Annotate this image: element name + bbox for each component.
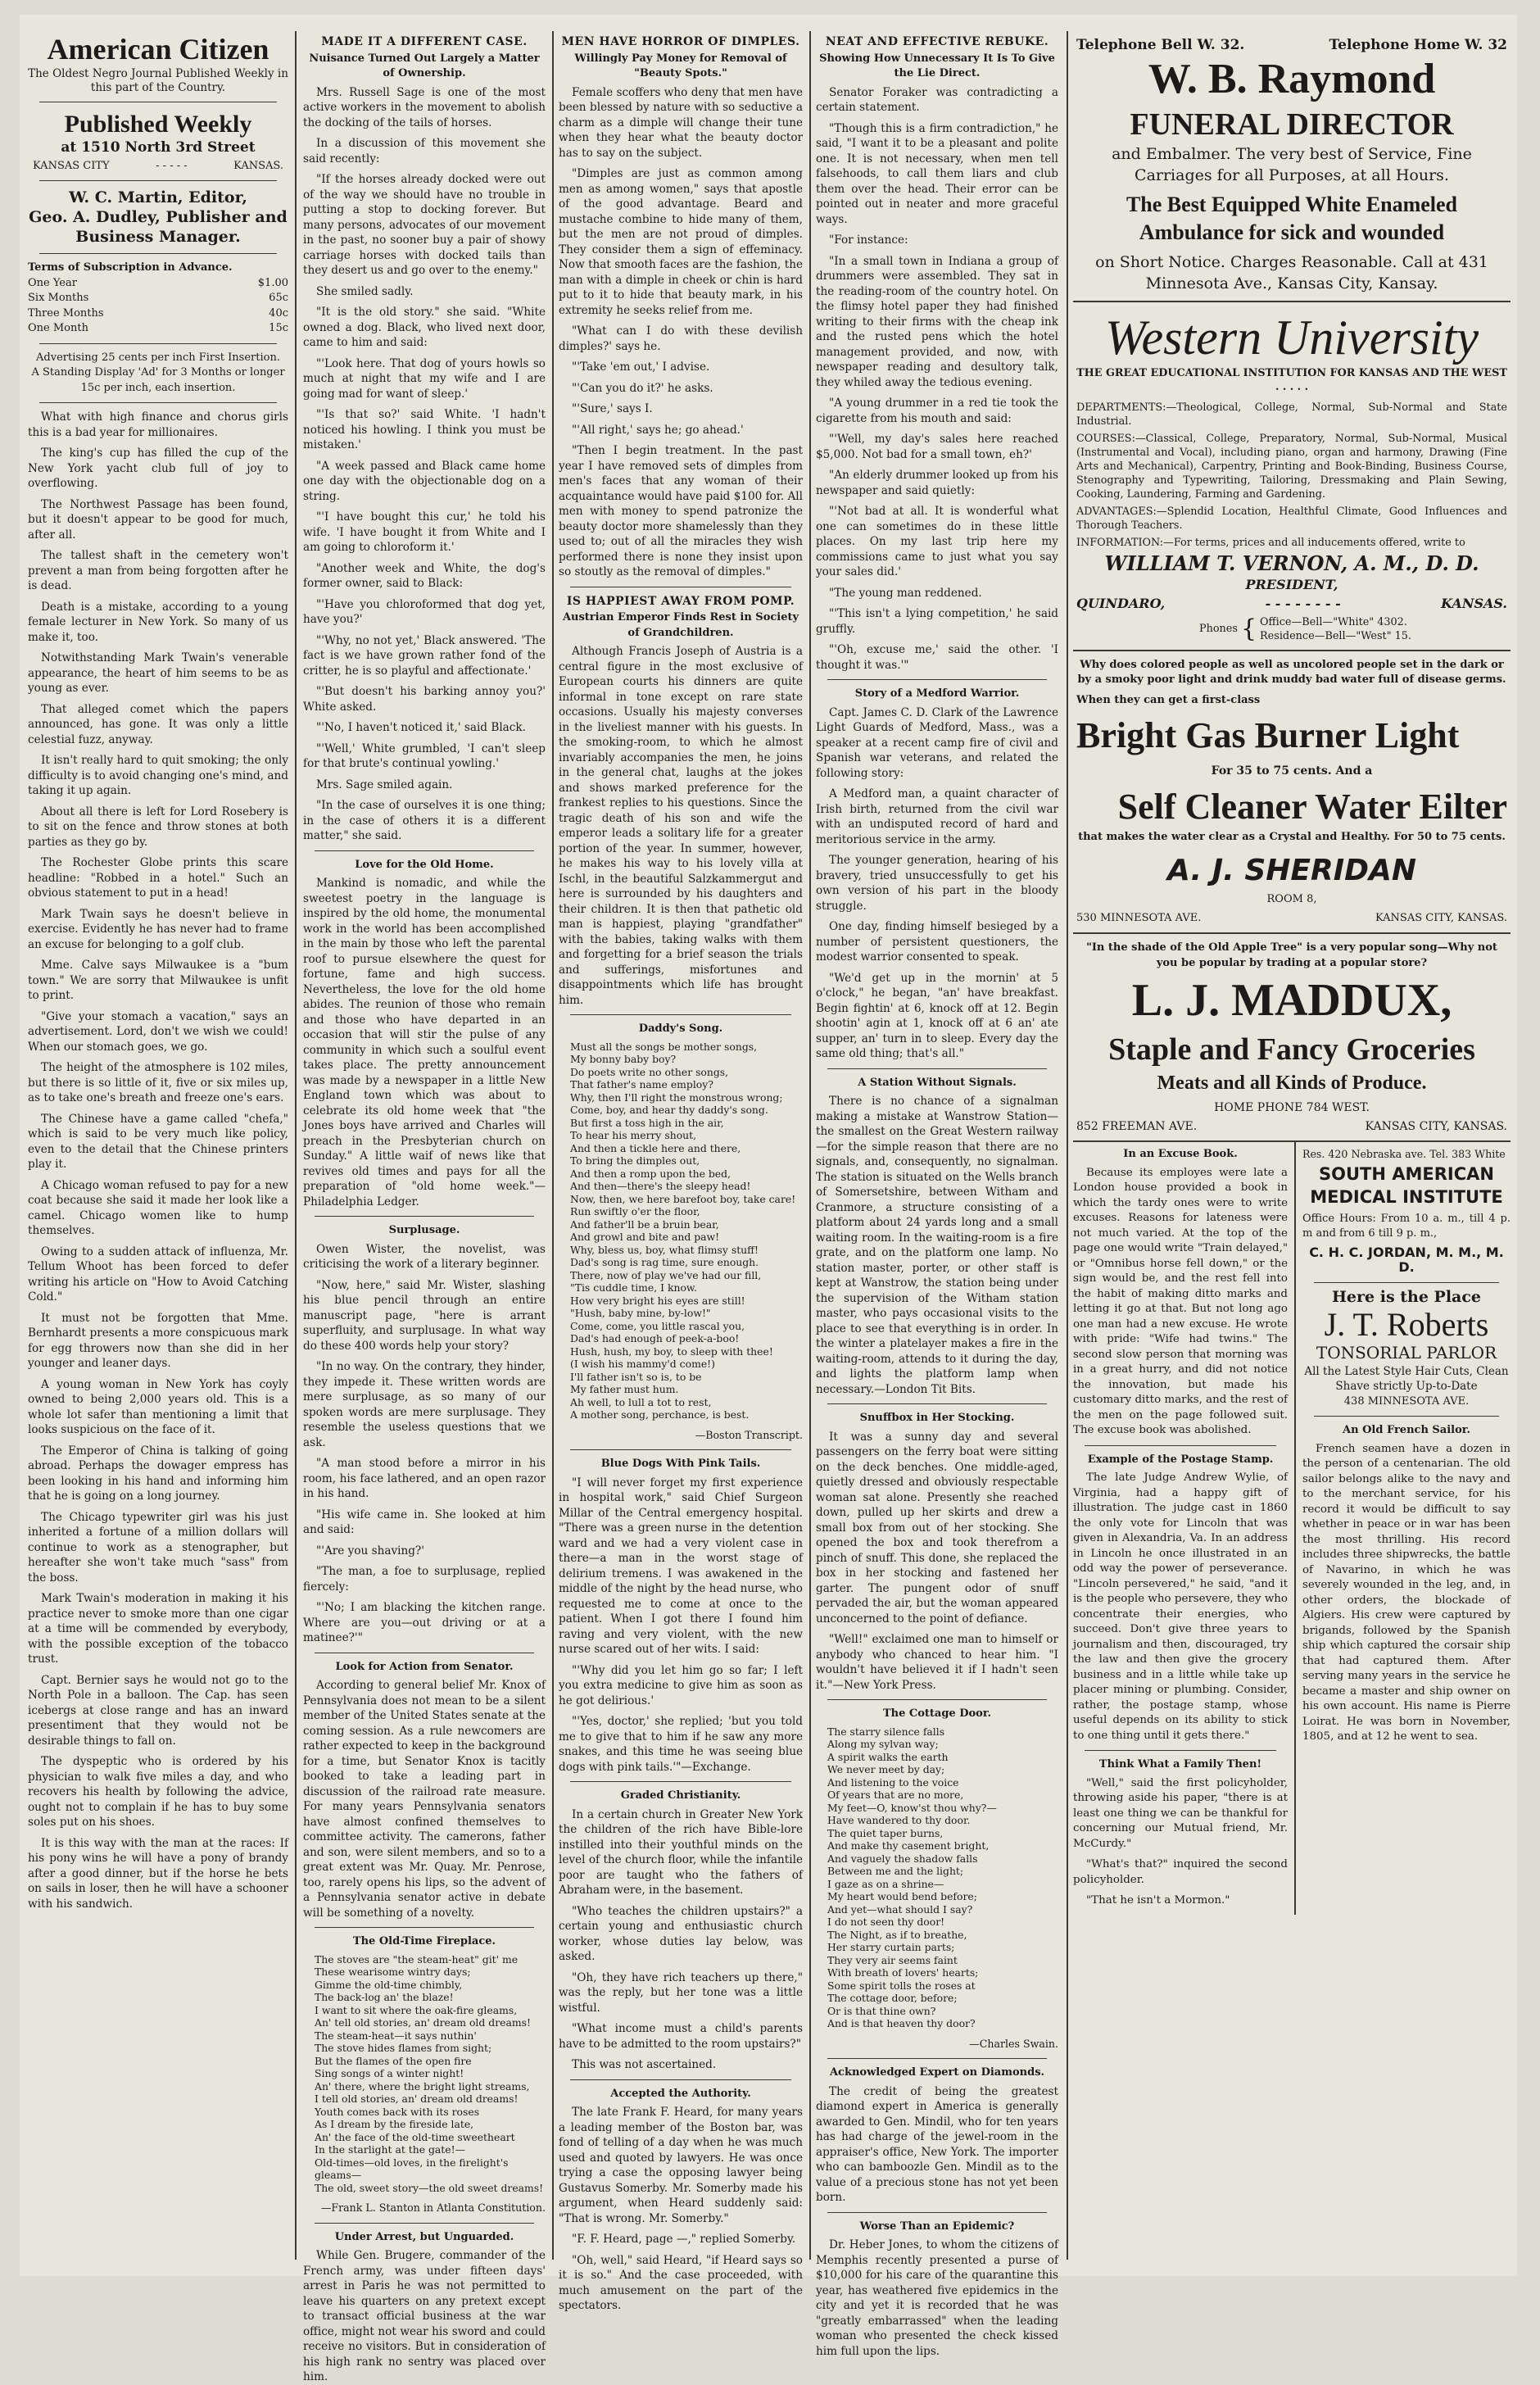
- institute-doctor: C. H. C. JORDAN, M. M., M. D.: [1309, 1244, 1504, 1275]
- paragraph: The tallest shaft in the cemetery won't prevent a man from being forgotten after he is dead.: [28, 549, 288, 592]
- paragraph: The height of the atmosphere is 102 miles, but there is so little of it, five or six miles up, as to take one's breath and freeze one's ears.: [28, 1061, 288, 1104]
- institute-name-1: SOUTH AMERICAN: [1319, 1163, 1494, 1184]
- wu-state: KANSAS.: [1441, 595, 1507, 611]
- paragraph: The credit of being the greatest diamond expert in America is generally awarded to Gen. Mindil, who for ten years has had charge of the jewel-room in the appraiser's office, New York. The importer who can bamboozle Gen. Mindil as to the value of a precious stone has not yet been born.: [816, 2084, 1058, 2204]
- paragraph: In a discussion of this movement she said recently:: [303, 137, 546, 165]
- sheridan-city: KANSAS CITY, KANSAS.: [1375, 911, 1507, 924]
- publisher: Geo. A. Dudley, Publisher and Business Manager.: [29, 208, 288, 246]
- paragraph: About all there is left for Lord Rosebery is to sit on the fence and throw stones at both parties as they go by.: [28, 805, 288, 849]
- paragraph: In a certain church in Greater New York the children of the rich have Bible-lore instilled into their youthful minds on the level of the church floor, while the infantile poor are taught who the fathers of Abraham were, in the basement.: [559, 1807, 803, 1897]
- paragraph: Owen Wister, the novelist, was criticising the work of a literary beginner.: [303, 1242, 546, 1271]
- telephone-bell: Telephone Bell W. 32.: [1076, 37, 1245, 53]
- article-head: Example of the Postage Stamp.: [1087, 1453, 1274, 1466]
- paragraph: It must not be forgotten that Mme. Bernhardt presents a more conspicuous mark for egg throwers now than she did in her younger and leaner days.: [28, 1311, 288, 1370]
- article-head: Acknowledged Expert on Diamonds.: [829, 2066, 1045, 2079]
- column-masthead: [28, 31, 288, 2260]
- paragraph: "The man, a foe to surplusage, replied fiercely:: [303, 1565, 546, 1594]
- paragraph: "Though this is a firm contradiction," he said, "I want it to be a pleasant and polite one. It is not necessary, when men tell falsehoods, to call them liars and club them over the head. Their error can be pointed out in neater and more graceful ways.: [816, 121, 1058, 226]
- paragraph: Capt. Bernier says he would not go to the North Pole in a balloon. The Cap. has seen icebergs at close range and has an inward presentiment that they would not be desirable things to fall on.: [28, 1673, 288, 1748]
- paragraph: "Dimples are just as common among men as among women," says that apostle of the good advantage. Beard and mustache combine to hide many of them, but the men are not proud of dimples. They consider them a sign of effeminacy. Now that smooth faces are the fashion, the man with a dimple in cheek or chin is hard put to it to hide that beauty mark, in his extremity he seeks relief from me.: [559, 167, 803, 317]
- paragraph: "Then I begin treatment. In the past year I have removed sets of dimples from men's faces that any woman of their acquaintance would have paid $100 for. All men with money to spend patronize the beauty doctor more shamelessly than they used to; out of all the miracles they wish performed there is none they insist upon so stoutly as the removal of dimples.": [559, 444, 803, 578]
- maddux-line1: Staple and Fancy Groceries: [1108, 1032, 1475, 1067]
- paragraph: "An elderly drummer looked up from his newspaper and said quietly:: [816, 469, 1058, 497]
- poem-text: The starry silence falls Along my sylvan way; A spirit walks the earth We never meet by day; And listening to the voice Of years that are no more, My feet—O, know'st thou why?— Have wandered to thy door. The quiet taper burns, And make thy casement bright, And vaguely the shadow falls Between me and the light; I gaze as on a shrine— My heart would bend before; And yet—what should I say? I do not seen thy door! The Night, as if to breathe, Her starry curtain parts; They very air seems faint With breath of lovers' hearts; Some spirit tolls the roses at The cottage door, before; Or is that thine own? And is that heaven thy door?: [827, 1725, 997, 2029]
- paragraph: That alleged comet which the papers announced, has gone. It was only a little celestial fuzz, anyway.: [28, 702, 288, 746]
- telephone-home: Telephone Home W. 32: [1329, 37, 1507, 53]
- paragraph: It is this way with the man at the races: If his pony wins he will have a pony of brandy after a good dinner, but if the horse he bets on sails in loser, then he will have a schooner with his sandwich.: [28, 1836, 288, 1911]
- paragraph: "'Sure,' says I.: [572, 402, 653, 415]
- article-head: Look for Action from Senator.: [335, 1660, 514, 1673]
- paragraph: "In a small town in Indiana a group of drummers were assembled. They sat in the reading-room of the country hotel. On the flimsy hotel paper they had finished writing to their firms with the cheap ink and the rusted pens which the hotel management provided, and now, with newspaper reading and desultory talk, they whiled away the tedious evening.: [816, 254, 1058, 389]
- paragraph: "'I have bought this cur,' he told his wife. 'I have bought it from White and I am going to chloroform it.': [303, 510, 546, 554]
- filter-subtitle: that makes the water clear as a Crystal and Healthy. For 50 to 75 cents.: [1078, 830, 1506, 843]
- newspaper-page: [20, 15, 1517, 2383]
- paragraph: It was a sunny day and several passengers on the ferry boat were sitting on the deck benches. One middle-aged, quietly dressed and obviously respectable woman sat alone. Presently she reached down, pulled up her skirts and drew a small box from out of her stocking. She opened the box and took therefrom a pinch of snuff. This done, she replaced the box in her stocking and fastened her garter. The pungent odor of snuff pervaded the air, but the woman appeared unconcerned to the point of defiance.: [816, 1430, 1058, 1626]
- wu-office-phone: Office—Bell—"White" 4302.: [1260, 615, 1407, 628]
- paragraph: While Gen. Brugere, commander of the French army, was under fifteen days' arrest in Paris he was not permitted to leave his quarters on any pretext except to transact official business at the war office, might not wear his sword and could receive no visitors. But in consideration of his high rank no sentry was placed over him.: [303, 2249, 546, 2383]
- ad-western-university: Western University THE GREAT EDUCATIONAL INSTITUTION FOR KANSAS AND THE WEST . . . . . DEPARTMENTS:—Theological, College, Normal, Sub-Normal and State Industrial. COURSES:—Classical, College, Preparatory, Normal, Sub-Normal, Musical (Instrumental and Vocal), including piano, organ and harmony, Drawing (Fine Arts and Mechanical), Carpentry, Printing and Book-Binding, Business Course, Stenography and Typewriting, Tailoring, Dressmaking and Plain Sewing, Cooking, Laundering, Farming and Gardening. ADVANTAGES:—Splendid Location, Healthful Climate, Good Influences and Thorough Teachers. INFORMATION:—For terms, prices and all inducements offered, write to WILLIAM T. VERNON, A. M., D. D. PRESIDENT, QUINDARO, - - - - - - - - KANSAS. Phones { Office—Bell—"White" 4302. Residence—Bell—"West" 15.: [1073, 302, 1511, 651]
- article-subhead: Austrian Emperor Finds Rest in Society of Grandchildren.: [562, 611, 799, 639]
- article-head: Blue Dogs With Pink Tails.: [600, 1458, 761, 1470]
- paragraph: Female scoffers who deny that men have been blessed by nature with so seductive a charm as a dimple will change their tune when they hear what the beauty doctor has to say on the subject.: [559, 85, 803, 160]
- paragraph: "Now, here," said Mr. Wister, slashing his blue pencil through an entire manuscript page, "here is arrant superfluity, and surplusage. In what way do these 400 words help your story?: [303, 1278, 546, 1353]
- maddux-name: L. J. MADDUX,: [1131, 975, 1452, 1026]
- masthead-address: at 1510 North 3rd Street: [61, 139, 256, 156]
- paragraph: "'Can you do it?' he asks.: [572, 381, 713, 395]
- poem-credit: —Frank L. Stanton in Atlanta Constitution.: [320, 2201, 546, 2214]
- article-subhead: Nuisance Turned Out Largely a Matter of Ownership.: [309, 52, 540, 79]
- paragraph: The Chinese have a game called "chefa," which is said to be very much like policy, even to the detail that the Chinese printers play it.: [28, 1112, 288, 1171]
- article-head: An Old French Sailor.: [1343, 1424, 1470, 1436]
- institute-name-2: MEDICAL INSTITUTE: [1310, 1186, 1503, 1207]
- terms-row: [28, 306, 288, 322]
- filter-title: Self Cleaner Water Eilter: [1117, 786, 1507, 827]
- paragraph: "If the horses already docked were out of the way we should have no trouble in putting a stop to docking forever. But many persons, advocates of our movement in the past, no sooner buy a pair of showy carriage horses with docked tails than they desert us and go over to the enemy.": [303, 173, 546, 277]
- paragraph: "Who teaches the children upstairs?" a certain young and enthusiastic church worker, whose duties lay below, was asked.: [559, 1904, 803, 1963]
- paragraph: "'Not bad at all. It is wonderful what one can sometimes do in these little places. On my last trip here my commissions came to just what you say your sales did.': [816, 505, 1058, 578]
- paragraph: The Northwest Passage has been found, but it doesn't appear to be good for much, after all.: [28, 497, 288, 542]
- paragraph: "'No, I haven't noticed it,' said Black.: [316, 721, 526, 734]
- column-4: [816, 31, 1058, 2358]
- paragraph: "'Why, no not yet,' Black answered. 'The fact is we have grown rather fond of the critter, he is so playful and affectionate.': [303, 633, 546, 678]
- paragraph: "'Look here. That dog of yours howls so much at night that my wife and I are going mad for want of sleep.': [303, 356, 546, 401]
- gas-question: Why does colored people as well as uncolored people set in the dark or by a smoky poor light and drink muddy bad water full of disease germs.: [1077, 658, 1506, 686]
- paragraph: Mankind is nomadic, and while the sweetest poetry in the language is inspired by the old home, the monumental work in the world has been accomplished in the main by those who left the parental roof to pursue elsewhere the quest for fortune, fame and high success. Nevertheless, the love for the old home abides. The reunion of those who remain and those who have departed in an occasion that will stir the pulse of any community in which such a soulful event takes place. The pretty announcement was made by a newspaper in a little New England town which was about to celebrate its old home week that "the Jones boys have arrived and Charles will preach in the Presbyterian church on Sunday." A little waif of news like that revives old times and pays for all the preparation of "old home week."—Philadelphia Ledger.: [303, 877, 546, 1208]
- terms-row: [28, 291, 288, 306]
- terms-label: Three Months: [28, 306, 104, 320]
- terms-price: $1.00: [257, 276, 288, 289]
- paragraph: The late Frank F. Heard, for many years a leading member of the Boston bar, was fond of telling of a day when he was much used and quoted by lawyers. He was once trying a case the opposing lawyer being Gustavus Somerby. Mr. Somerby made his argument, when Heard suddenly said: "That is wrong. Mr. Somerby.": [559, 2106, 803, 2225]
- paragraph: "A young drummer in a red tie took the cigarette from his mouth and said:: [816, 397, 1058, 425]
- paragraph: "F. F. Heard, page —," replied Somerby.: [572, 2233, 796, 2246]
- paragraph: "Oh, well," said Heard, "if Heard says so it is so." And the case proceeded, with much amusement on the part of the spectators.: [559, 2253, 803, 2312]
- paragraph: "What's that?" inquired the second policyholder.: [1073, 1858, 1288, 1886]
- wu-title: Western University: [1104, 310, 1479, 365]
- paragraph: The younger generation, hearing of his bravery, tried unsuccessfully to get his own version of his part in the bloody struggle.: [816, 854, 1058, 913]
- paragraph: "'Well,' White grumbled, 'I can't sleep for that brute's continual yowling.': [303, 741, 546, 770]
- poem-title: Daddy's Song.: [638, 1022, 723, 1035]
- terms-price: 40c: [269, 306, 288, 320]
- raymond-name: W. B. Raymond: [1148, 55, 1436, 102]
- wu-advantages: ADVANTAGES:—Splendid Location, Healthful Climate, Good Influences and Thorough Teachers.: [1076, 505, 1507, 532]
- terms-label: One Month: [28, 322, 88, 334]
- paragraph: "'Yes, doctor,' she replied; 'but you told me to give that to him if he saw any more snakes, and this time he was seeing blue dogs with pink tails.'"—Exchange.: [559, 1715, 803, 1774]
- standing-ad-rates: A Standing Display 'Ad' for 3 Months or longer 15c per inch, each insertion.: [31, 366, 285, 394]
- poem-title: The Old-Time Fireplace.: [352, 1935, 496, 1947]
- article-subhead: Willingly Pay Money for Removal of "Beauty Spots.": [574, 52, 787, 79]
- article-head: A Station Without Signals.: [858, 1076, 1017, 1089]
- article-head: In an Excuse Book.: [1123, 1148, 1238, 1160]
- paragraph: "Another week and White, the dog's former owner, said to Black:: [303, 561, 546, 590]
- roberts-address: 438 MINNESOTA AVE.: [1343, 1394, 1470, 1408]
- gas-when: When they can get a first-class: [1076, 693, 1261, 706]
- masthead-city-row: KANSAS CITY - - - - - KANSAS.: [33, 159, 283, 175]
- paragraph: The late Judge Andrew Wylie, of Virginia, had a happy gift of illustration. The judge cast in 1860 the only vote for Lincoln that was given in Alexandria, Va. In an address in Lincoln he once illustrated in an odd way the power of perseverance. "Lincoln persevered," he said, "and it is the people who persevere, they who concentrate their energies, who succeed. Don't give three years to journalism and then, discouraged, try the law and then give the grocery business and in a little while take up placer mining or plumbing. Consider, rather, the postage stamp, whose useful depends on its ability to stick to one thing until it gets there.": [1073, 1471, 1288, 1742]
- column-2: [303, 31, 546, 2383]
- advert-rates: Advertising 25 cents per inch First Insertion.: [36, 351, 280, 364]
- wu-city: QUINDARO,: [1076, 595, 1166, 611]
- raymond-title: FUNERAL DIRECTOR: [1130, 107, 1454, 142]
- masthead-city: KANSAS CITY: [33, 159, 110, 172]
- paragraph: This was not ascertained.: [572, 2058, 717, 2071]
- paragraph: "Oh, they have rich teachers up there," was the reply, but her tone was a little wistful.: [559, 1970, 803, 2015]
- wu-courses: COURSES:—Classical, College, Preparatory, Normal, Sub-Normal, Musical (Instrumental and Vocal), including piano, organ and harmony, Drawing (Fine Arts and Mechanical), Carpentry, Printing and Book-Binding, Business Course, Stenography and Typewriting, Tailoring, Dressmaking and Plain Sewing, Cooking, Laundering, Farming and Gardening.: [1076, 432, 1507, 501]
- article-head: NEAT AND EFFECTIVE REBUKE.: [825, 35, 1049, 48]
- paragraph: The Chicago typewriter girl was his just inherited a fortune of a million dollars will continue to work as a stenographer, but hereafter she won't take much "sass" from the boss.: [28, 1510, 288, 1585]
- paragraph: Senator Foraker was contradicting a certain statement.: [816, 85, 1058, 114]
- institute-res: Res. 420 Nebraska ave. Tel. 383 White: [1302, 1148, 1506, 1160]
- paragraph: "'No; I am blacking the kitchen range. Where are you—out driving or at a matinee?'": [303, 1601, 546, 1644]
- terms-price: 65c: [269, 292, 288, 304]
- article-head: Worse Than an Epidemic?: [859, 2220, 1015, 2233]
- paragraph: Dr. Heber Jones, to whom the citizens of Memphis recently presented a purse of $10,000 for his care of the quarantine this year, has weathered five epidemics in the city and yet it is recorded that he was "greatly embarrassed" when the leading woman who presented the check kissed him full upon the lips.: [816, 2238, 1058, 2358]
- article-head: Surplusage.: [388, 1224, 460, 1236]
- paragraph: Notwithstanding Mark Twain's venerable appearance, the heart of him seems to be as young as ever.: [28, 651, 288, 695]
- paragraph: "That he isn't a Mormon.": [1086, 1894, 1230, 1907]
- advertisements-column: [1073, 31, 1511, 2260]
- wu-residence-phone: Residence—Bell—"West" 15.: [1260, 629, 1412, 642]
- paragraph: It isn't really hard to quit smoking; the only difficulty is to avoid changing one's mind, and taking it up again.: [28, 754, 288, 797]
- wu-subtitle: THE GREAT EDUCATIONAL INSTITUTION FOR KANSAS AND THE WEST . . . . .: [1076, 366, 1507, 393]
- column-5a: [1073, 1142, 1296, 1915]
- published-weekly: Published Weekly: [64, 111, 252, 138]
- ad-raymond: [1073, 31, 1511, 302]
- paragraph: "What income must a child's parents have to be admitted to the room upstairs?": [559, 2022, 803, 2051]
- paragraph: A young woman in New York has coyly owned to being 2,000 years old. This is a whole lot safer than mentioning a limit that looks suspicious on the face of it.: [28, 1377, 288, 1436]
- paragraph: "I will never forget my first experience in hospital work," said Chief Surgeon Millar of the Central emergency hospital. "There was a green nurse in the detention ward and we had a very violent case in there—a man in the worst stage of delirium tremens. I was awakened in the middle of the night by the head nurse, who requested me to come at once to the patient. When I got there I found him raving and very violent, with the new nurse scared out of her wits. I said:: [559, 1476, 803, 1656]
- paragraph: Death is a mistake, according to a young female lecturer in New York. So many of us make it, too.: [28, 600, 288, 644]
- masthead-title: American Citizen: [47, 33, 270, 66]
- wu-president-label: PRESIDENT,: [1245, 576, 1338, 592]
- paragraph: "'But doesn't his barking annoy you?' White asked.: [303, 685, 546, 714]
- roberts-cuts: All the Latest Style Hair Cuts, Clean Shave strictly Up-to-Date: [1304, 1364, 1509, 1393]
- paragraph: "We'd get up in the mornin' at 5 o'clock," he began, "an' have breakfast. Begin fightin' at 6, knock off at 12. Begin shootin' agin at 1, knock off at 6 an' ate supper, an' turn in to sleep. Every day the same old thing; that's all.": [816, 971, 1058, 1060]
- editor: W. C. Martin, Editor,: [69, 188, 247, 206]
- article-subhead: Showing How Unnecessary It Is To Give the Lie Direct.: [819, 52, 1055, 79]
- wu-information: INFORMATION:—For terms, prices and all inducements offered, write to: [1076, 536, 1465, 549]
- poem-title: The Cottage Door.: [882, 1707, 992, 1720]
- wu-president-name: WILLIAM T. VERNON, A. M., D. D.: [1104, 551, 1479, 575]
- poem-credit: —Boston Transcript.: [695, 1428, 803, 1441]
- maddux-phone: HOME PHONE 784 WEST.: [1214, 1101, 1370, 1114]
- paragraph: Mrs. Sage smiled again.: [316, 778, 453, 791]
- paragraph: "'This isn't a lying competition,' he said gruffly.: [816, 607, 1058, 636]
- paragraph: "'All right,' says he; go ahead.': [572, 423, 744, 437]
- paragraph: "For instance:: [829, 234, 908, 247]
- paragraph: "It is the old story." she said. "White owned a dog. Black, who lived next door, came to him and said:: [303, 306, 546, 349]
- maddux-address: 852 FREEMAN AVE.: [1076, 1119, 1198, 1133]
- bottom-ad-row: [1073, 1142, 1511, 1915]
- article-head: Snuffbox in Her Stocking.: [859, 1412, 1015, 1424]
- sheridan-room: ROOM 8,: [1266, 893, 1317, 905]
- paragraph: The dyspeptic who is ordered by his physician to walk five miles a day, and who recovers his health by following the advice, ought not to complain if he has to buy some soles put on his shoes.: [28, 1755, 288, 1829]
- paragraph: "'Why did you let him go so far; I left you extra medicine to give him as soon as he got delirious.': [559, 1663, 803, 1707]
- paragraph: "'Take 'em out,' I advise.: [572, 360, 710, 374]
- paragraph: "The young man reddened.: [829, 586, 982, 600]
- gas-title: Bright Gas Burner Light: [1076, 715, 1460, 755]
- maddux-song: "In the shade of the Old Apple Tree" is a very popular song—Why not you be popular by trading at a popular store?: [1086, 941, 1497, 969]
- gas-price: For 35 to 75 cents. And a: [1211, 764, 1373, 778]
- paragraph: "'Have you chloroformed that dog yet, have you?': [303, 597, 546, 626]
- sheridan-address: 530 MINNESOTA AVE.: [1076, 911, 1202, 924]
- roberts-place: Here is the Place: [1331, 1287, 1482, 1306]
- paragraph: "'Well, my day's sales here reached $5,000. Not bad for a small town, eh?': [816, 433, 1058, 461]
- masthead-state: KANSAS.: [233, 159, 283, 172]
- paragraph: There is no chance of a signalman making a mistake at Wanstrow Station—the smallest on the Great Western railway—for the simple reason that there are no signals, and, consequently, no signalman. The station is situated on the Wells branch of Somersetshire, between Witham and Cranmore, a structure consisting of a platform about 24 yards long and a small waiting room. In the waiting-room is a fire grate, and on the platform one lamp. No station master, porter, or other staff is kept at Wanstrow, the station being under the supervision of the Witham station master, who pays occasional visits to the place to see that everything is in order. In the winter a platelayer makes a fire in the waiting-room, attends to it during the day, and lights the platform lamp when necessary.—London Tit Bits.: [816, 1095, 1058, 1396]
- institute-hours: Office Hours: From 10 a. m., till 4 p. m and from 6 till 9 p. m.,: [1302, 1212, 1511, 1240]
- paragraph: "Well!" exclaimed one man to himself or anybody who chanced to hear him. "I wouldn't have believed it if I hadn't seen it."—New York Press.: [816, 1633, 1058, 1692]
- terms-price: 15c: [269, 322, 288, 334]
- raymond-line2: The Best Equipped White Enameled Ambulance for sick and wounded: [1126, 192, 1458, 244]
- terms-row: [28, 276, 288, 292]
- article-head: Accepted the Authority.: [610, 2087, 751, 2100]
- paragraph: "What can I do with these devilish dimples?' says he.: [559, 324, 803, 353]
- paragraph: Mme. Calve says Milwaukee is a "bum town." We are sorry that Milwaukee is unfit to print.: [28, 959, 288, 1002]
- paragraph: "In the case of ourselves it is one thing; in the case of others it is a different matter," she said.: [303, 799, 546, 842]
- paragraph: Mark Twain says he doesn't believe in exercise. Evidently he has never had to frame an excuse for belonging to a golf club.: [28, 907, 288, 951]
- poem-text: Must all the songs be mother songs, My bonny baby boy? Do poets write no other songs, That father's name employ? Why, then I'll right the monstrous wrong; Come, boy, and hear thy daddy's song. But first a toss high in the air, To hear his merry shout, And then a tickle here and there, To bring the dimples out, And then a romp upon the bed, And then—there's the sleepy head! Now, then, we here barefoot boy, take care! Run swiftly o'er the floor, And father'll be a bruin bear, And growl and bite and paw! Why, bless us, boy, what flimsy stuff! Dad's song is rag time, sure enough. There, now of play we've had our fill, "Tis cuddle time, I know. How very bright his eyes are still! "Hush, baby mine, by-low!" Come, come, you little rascal you, Dad's had enough of peek-a-boo! Hush, hush, my boy, to sleep with thee! (I wish his mammy'd come!) I'll father isn't so is, to be My father must hum. Ah well, to lull a tot to rest, A mother song, perchance, is best.: [570, 1040, 796, 1421]
- maddux-line2: Meats and all Kinds of Produce.: [1157, 1072, 1427, 1094]
- paragraph: "'Is that so?' said White. 'I hadn't noticed his howling. I think you must be mistaken.': [303, 408, 546, 451]
- wu-departments: DEPARTMENTS:—Theological, College, Normal, Sub-Normal and State Industrial.: [1076, 401, 1507, 428]
- wu-phones-label: Phones: [1199, 623, 1238, 635]
- article-head: Think What a Family Then!: [1098, 1758, 1262, 1771]
- column-3: [559, 31, 803, 2312]
- article-head: Graded Christianity.: [620, 1789, 741, 1802]
- paragraph: "Give your stomach a vacation," says an advertisement. Lord, don't we wish we could! When our stomach goes, we go.: [28, 1009, 288, 1054]
- paragraph: Mrs. Russell Sage is one of the most active workers in the movement to abolish the docking of the tails of horses.: [303, 85, 546, 129]
- terms-label: One Year: [28, 276, 77, 289]
- column-5b: [1296, 1142, 1511, 1915]
- paragraph: A Chicago woman refused to pay for a new coat because she said it made her look like a camel. Chicago women like to hump themselves.: [28, 1178, 288, 1237]
- paragraph: Mark Twain's moderation in making it his practice never to smoke more than one cigar at a time will be commended by everybody, with the possible exception of the tobacco trust.: [28, 1592, 288, 1666]
- paragraph: Capt. James C. D. Clark of the Lawrence Light Guards of Medford, Mass., was a speaker at a recent camp fire of civil and Spanish war veterans, and related the following story:: [816, 705, 1058, 780]
- masthead-tagline: The Oldest Negro Journal Published Weekly in this part of the Country.: [28, 67, 288, 94]
- paragraph: "Well," said the first policyholder, throwing aside his paper, "there is at least one thing we can be thankful for concerning our Mutual friend, Mr. McCurdy.": [1073, 1776, 1288, 1850]
- paragraph: The king's cup has filled the cup of the New York yacht club full of joy to overflowing.: [28, 447, 288, 490]
- paragraph: The Rochester Globe prints this scare headline: "Robbed in a hotel." Such an obvious statement to put in a head!: [28, 856, 288, 900]
- paragraph: "In no way. On the contrary, they hinder, they impede it. These written words are mere surplusage, as so many of our spoken words are mere surplusage. They resemble the useless questions that we ask.: [303, 1360, 546, 1449]
- article-head: Story of a Medford Warrior.: [854, 687, 1020, 700]
- paragraph: The Emperor of China is talking of going abroad. Perhaps the dowager empress has been looking in his hand and informing him that he is going on a long journey.: [28, 1444, 288, 1503]
- paragraph: A Medford man, a quaint character of Irish birth, returned from the civil war with an undisputed record of hard and meritorious service in the army.: [816, 787, 1058, 846]
- paragraph: "'Are you shaving?': [316, 1544, 424, 1558]
- paragraph: What with high finance and chorus girls this is a bad year for millionaires.: [28, 410, 288, 439]
- brevities: [28, 410, 288, 1911]
- article-head: IS HAPPIEST AWAY FROM POMP.: [566, 594, 795, 608]
- article-head: Love for the Old Home.: [355, 858, 494, 871]
- poem-credit: —Charles Swain.: [969, 2037, 1058, 2050]
- maddux-city: KANSAS CITY, KANSAS.: [1365, 1119, 1507, 1133]
- paragraph: According to general belief Mr. Knox of Pennsylvania does not mean to be a silent member of the United States senate at the coming session. As a rule newcomers are rather expected to keep in the background for a time, but Senator Knox is tacitly booked to take a leading part in discussion of the railroad rate measure. For many years Pennsylvania senators have almost confined themselves to committee activity. The camerons, father and son, were silent members, and so to a great extent was Mr. Quay. Mr. Penrose, too, rarely opens his lips, so the advent of a Pennsylvania senator active in debate will be something of a novelty.: [303, 1679, 546, 1920]
- paragraph: Although Francis Joseph of Austria is a central figure in the most exclusive of European courts his dinners are quite informal in tone except on rare state occasions. Usually his majesty converses in the liveliest manner with his guests. In the smoking-room, to which he almost invariably accompanies the men, he joins in the general chat, laughs at the jokes and shows marked preference for the frankest replies to his questions. Since the tragic death of his son and wife the emperor leads a solitary life for a greater portion of the year. In summer, however, he makes his way to his lovely villa at Ischl, in the beautiful Salzkammergut and here is surrounded by his daughters and their children. It is then that pathetic old man is happiest, playing "grandfather" with the babies, taking walks with them and forgetting for a brief season the trials and sufferings, misfortunes and disappointments which life has brought him.: [559, 645, 803, 1007]
- paragraph: Because its employes were late a London house provided a book in which the tardy ones were to write excuses. Reasons for lateness were not much varied. At the top of the page one would write "Train delayed," or "Omnibus horse fell down," or the sign would be, and the rest fell into the habit of making ditto marks and letting it go at that. But not long ago one man had a new excuse. He wrote with pride: "Wife had twins." The second slow person that morning was in a great hurry, and did not notice the innovation, but made his customary ditto marks, and the rest of the men on the page followed suit. The excuse book was abolished.: [1073, 1166, 1288, 1436]
- terms-row: [28, 321, 288, 337]
- paragraph: "A man stood before a mirror in his room, his face lathered, and an open razor in his hand.: [303, 1457, 546, 1500]
- paragraph: "'Oh, excuse me,' said the other. 'I thought it was.'": [816, 643, 1058, 672]
- article-head: MADE IT A DIFFERENT CASE.: [321, 35, 528, 48]
- roberts-parlor: TONSORIAL PARLOR: [1316, 1343, 1497, 1363]
- raymond-line1: and Embalmer. The very best of Service, Fine Carriages for all Purposes, at all Hours.: [1112, 144, 1472, 184]
- ad-gas-burner: [1073, 651, 1511, 935]
- poem-text: The stoves are "the steam-heat" git' me These wearisome wintry days; Gimme the old-time chimbly, The back-log an' the blaze! I want to sit where the oak-fire gleams, An' tell old stories, an' dream old dreams! The steam-heat—it says nuthin' The stove hides flames from sight; But the flames of the open fire Sing songs of a winter night! An' there, where the bright light streams, I tell old stories, an' dream old dreams! Youth comes back with its roses As I dream by the fireside late, An' the face of the old-time sweetheart In the starlight at the gate!— Old-times—old loves, in the firelight's gleams— The old, sweet story—the old sweet dreams!: [315, 1952, 544, 2194]
- terms-heading: Terms of Subscription in Advance.: [28, 261, 233, 274]
- paragraph: One day, finding himself besieged by a number of persistent questioners, the modest warrior consented to speak.: [816, 920, 1058, 964]
- paragraph: French seamen have a dozen in the person of a centenarian. The old sailor belongs alike to the navy and to the merchant service, for his record it would be difficult to say whether in peace or in war has been the most thrilling. His record includes three shipwrecks, the battle of Navarino, in which he was severely wounded in the leg, and, in other orders, the blockade of Algiers. His crew were captured by brigands, followed by the Spanish ship which captured the corsair ship that had captured them. After serving many years in the service he became a master and ship owner on his own account. His name is Pierre Loirat. He was born in November, 1805, and at 12 he went to sea.: [1302, 1442, 1511, 1743]
- paragraph: "His wife came in. She looked at him and said:: [303, 1508, 546, 1536]
- paragraph: "A week passed and Black came home one day with the objectionable dog on a string.: [303, 459, 546, 503]
- article-head: MEN HAVE HORROR OF DIMPLES.: [561, 35, 800, 48]
- paragraph: Owing to a sudden attack of influenza, Mr. Tellum Whoot has been forced to defer writing his article on "How to Avoid Catching Cold.": [28, 1245, 288, 1304]
- roberts-name: J. T. Roberts: [1324, 1306, 1489, 1343]
- article-head: Under Arrest, but Unguarded.: [334, 2230, 514, 2243]
- raymond-line3: on Short Notice. Charges Reasonable. Call at 431 Minnesota Ave., Kansas City, Kansay.: [1095, 252, 1488, 292]
- ad-maddux: [1073, 934, 1511, 1142]
- terms-list: [28, 276, 288, 337]
- terms-label: Six Months: [28, 292, 89, 304]
- sheridan-name: A. J. SHERIDAN: [1167, 854, 1416, 887]
- paragraph: She smiled sadly.: [316, 284, 414, 298]
